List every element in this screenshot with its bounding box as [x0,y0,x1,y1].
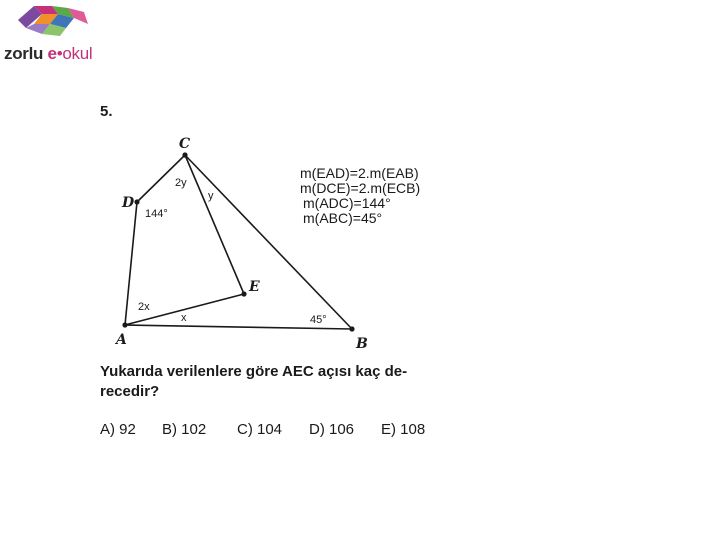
segment-ad [125,202,137,325]
given-item: m(ABC)=45° [303,210,383,226]
logo-wordmark: zorlu e•okul [4,44,93,63]
givens-list [300,166,420,226]
choice-a[interactable]: A) 92 [100,421,136,438]
label-b: B [356,336,368,352]
vertex-e [241,291,246,296]
label-a: A [116,332,127,348]
question-text: Yukarıda verilenlere göre AEC açısı kaç de- recedir? [100,363,408,400]
vertex-d [134,199,139,204]
given-item: m(DCE)=2.m(ECB) [300,180,421,196]
label-e: E [249,279,260,295]
segment-ce [185,155,244,294]
angle-label-b: 45° [310,314,327,326]
given-item: m(EAD)=2.m(EAB) [300,165,419,181]
choice-e[interactable]: E) 108 [381,421,426,438]
choice-b[interactable]: B) 102 [162,421,207,438]
choice-d[interactable]: D) 106 [309,421,355,438]
label-d: D [122,195,135,211]
question-number: 5. [100,103,113,120]
angle-label-c-left: 2y [175,177,187,189]
angle-label-a-upper: 2x [138,301,150,313]
given-item: m(ADC)=144° [303,195,391,211]
vertex-a [122,322,127,327]
brand-logo [2,2,98,64]
angle-label-a-lower: x [181,312,187,324]
vertex-b [349,326,354,331]
vertex-c [182,152,187,157]
angle-label-d: 144° [145,208,168,220]
label-c: C [179,136,191,152]
logo-mark-icon [8,2,98,46]
angle-label-c-right: y [208,190,214,202]
choice-c[interactable]: C) 104 [237,421,283,438]
